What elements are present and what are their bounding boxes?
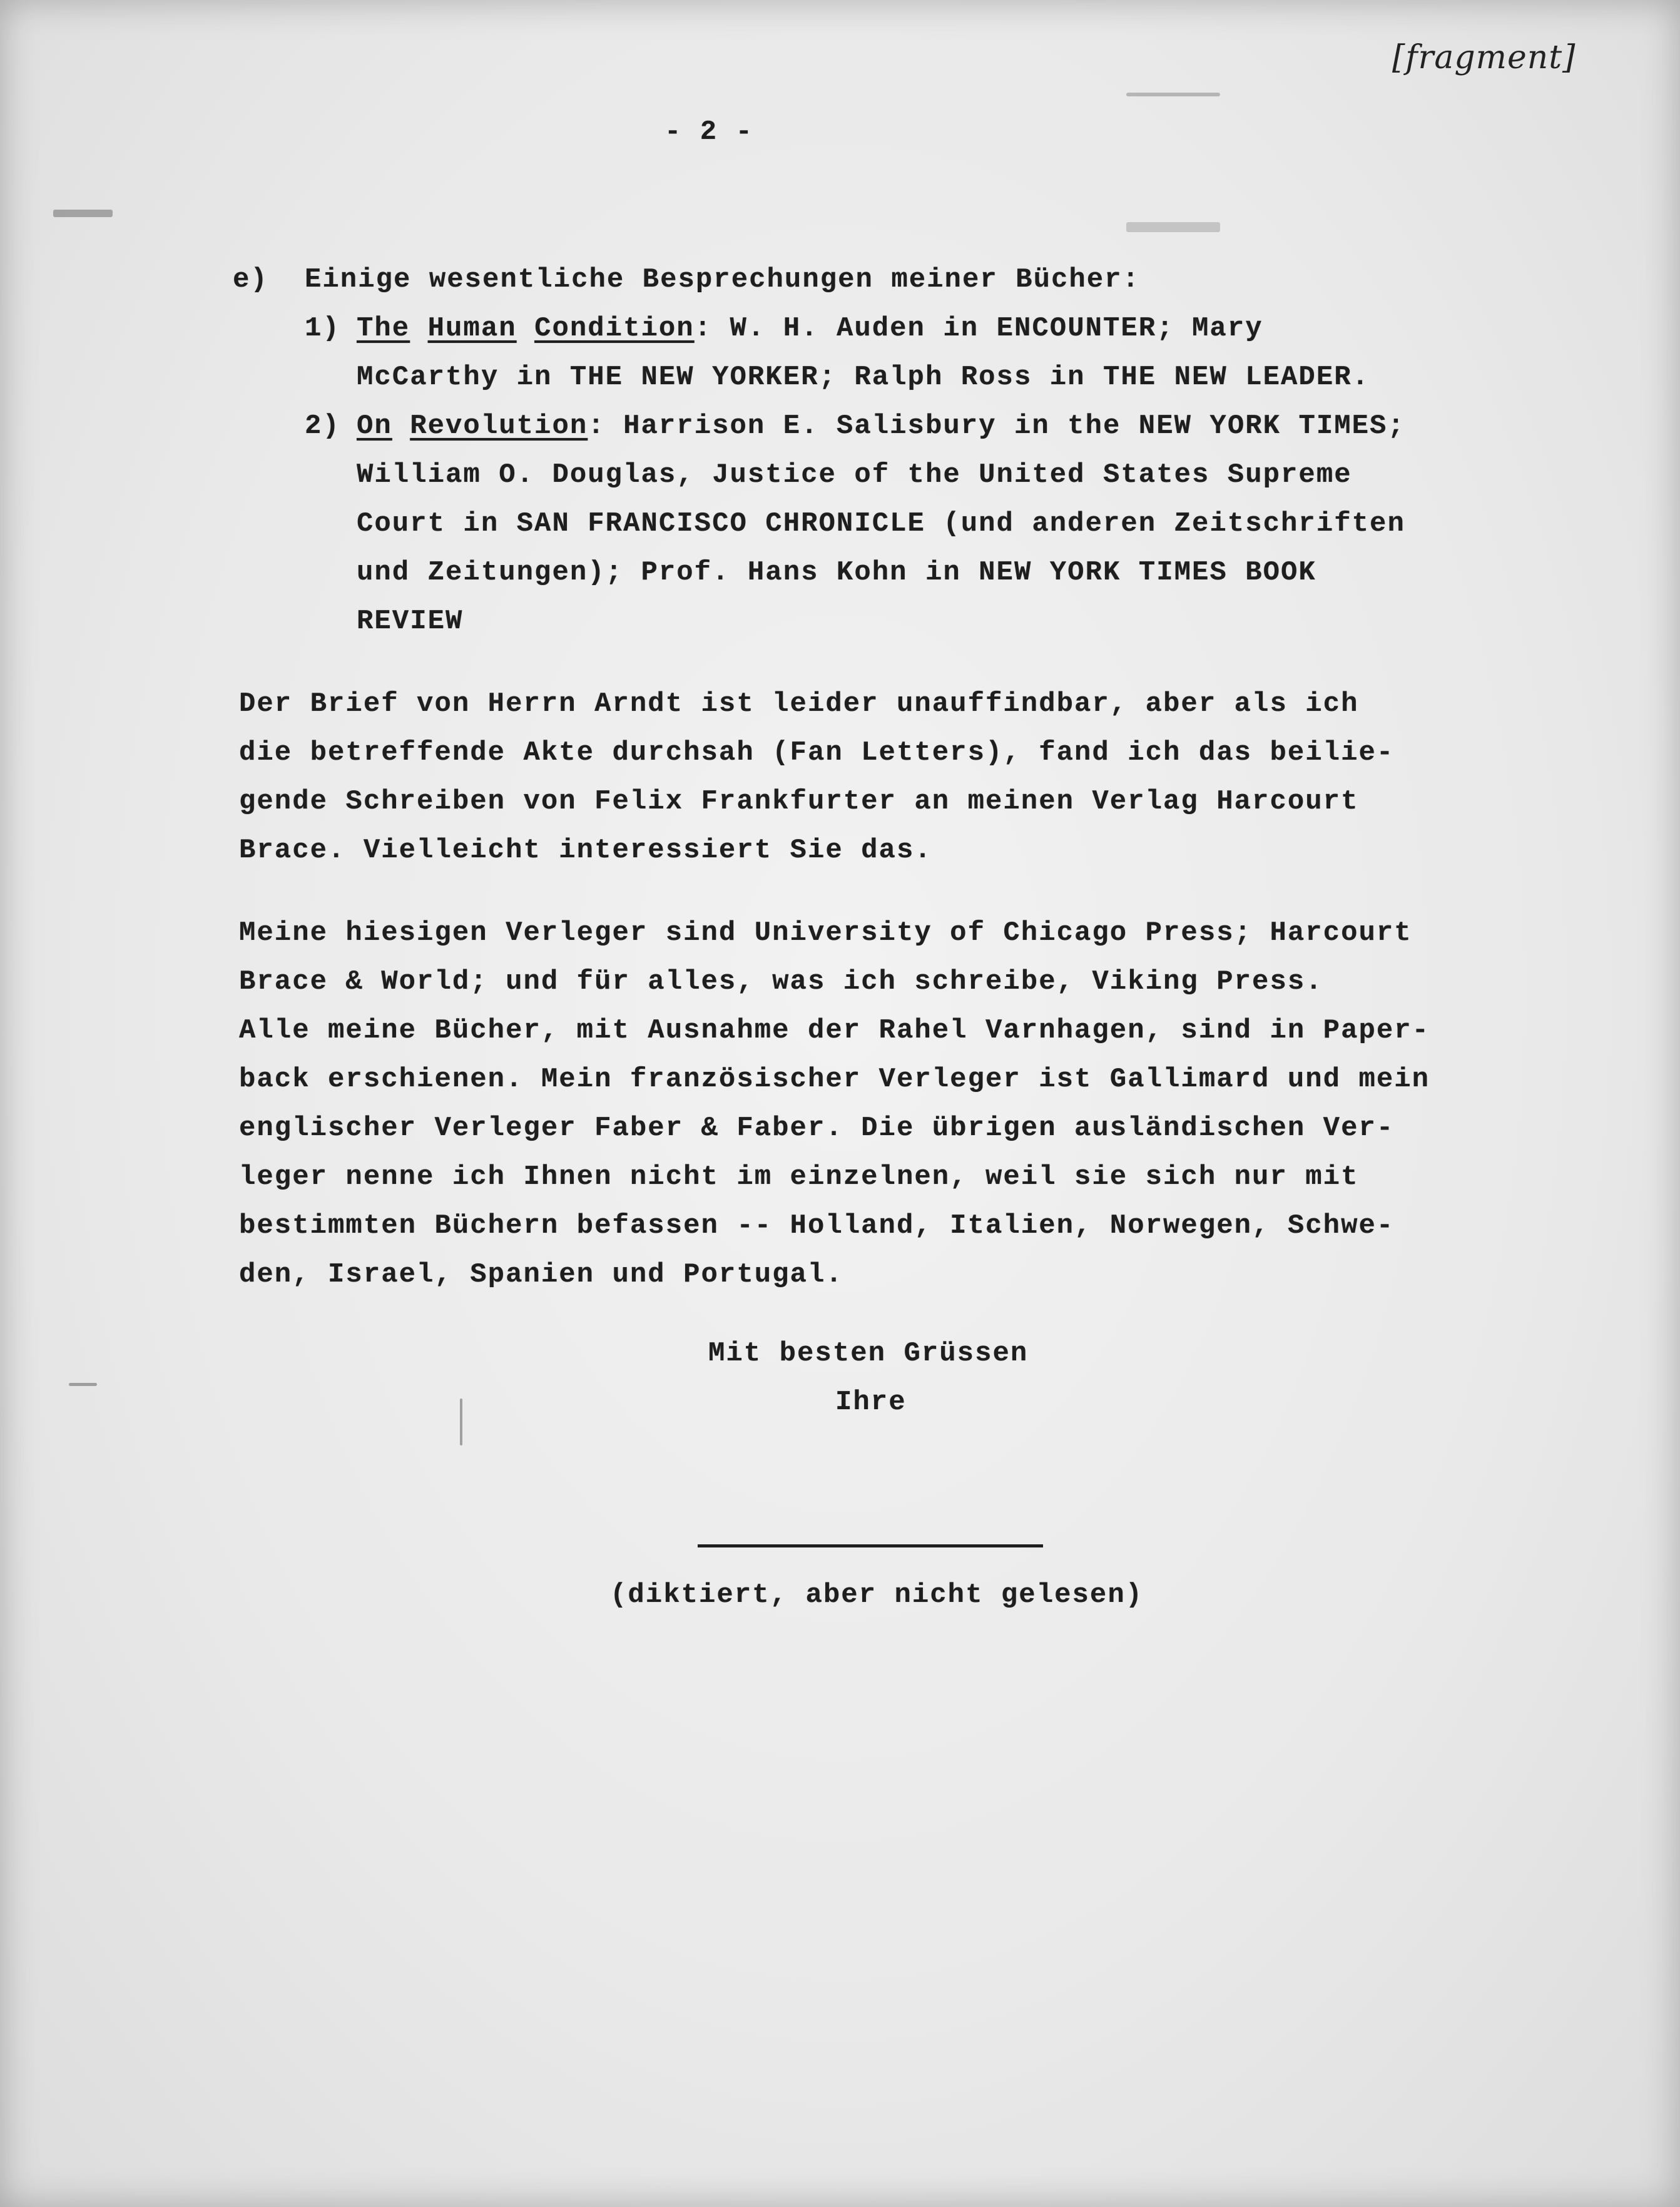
paragraph-line: Brace & World; und für alles, was ich schreibe, Viking Press.: [239, 966, 1323, 997]
review-line: und Zeitungen); Prof. Hans Kohn in NEW YORK TIMES BOOK: [357, 557, 1316, 588]
signature-line: [698, 1544, 1043, 1547]
paragraph-line: gende Schreiben von Felix Frankfurter an meinen Verlag Harcourt: [239, 786, 1359, 817]
scan-mark: [69, 1383, 97, 1386]
review-text: : Harrison E. Salisbury in the NEW YORK TIMES;: [588, 410, 1405, 442]
closing-signoff: Ihre: [835, 1387, 907, 1418]
paragraph-line: leger nenne ich Ihnen nicht im einzelnen, weil sie sich nur mit: [239, 1161, 1359, 1193]
paragraph-line: englischer Verleger Faber & Faber. Die übrigen ausländischen Ver-: [239, 1113, 1395, 1144]
review-line: William O. Douglas, Justice of the United States Supreme: [357, 459, 1352, 491]
paragraph-line: bestimmten Büchern befassen -- Holland, Italien, Norwegen, Schwe-: [239, 1210, 1395, 1241]
book-title-word: Revolution: [410, 410, 588, 442]
book-title-word: Condition: [534, 313, 695, 344]
book-title-word: The: [357, 313, 410, 344]
review-line: McCarthy in THE NEW YORKER; Ralph Ross in THE NEW LEADER.: [357, 362, 1370, 393]
paragraph-line: Der Brief von Herrn Arndt ist leider unauffindbar, aber als ich: [239, 688, 1359, 720]
scan-mark: [53, 210, 113, 217]
scan-mark: [460, 1399, 462, 1445]
item-number: 1): [305, 313, 340, 344]
book-title-word: On: [357, 410, 392, 442]
review-line: [357, 313, 1263, 344]
item-number: 2): [305, 410, 340, 442]
section-heading: Einige wesentliche Besprechungen meiner Bücher:: [305, 264, 1141, 295]
page-number: - 2 -: [664, 116, 754, 148]
review-text: : W. H. Auden in ENCOUNTER; Mary: [694, 313, 1263, 344]
paragraph-line: Alle meine Bücher, mit Ausnahme der Rahel Varnhagen, sind in Paper-: [239, 1015, 1430, 1046]
paragraph-line: den, Israel, Spanien und Portugal.: [239, 1259, 843, 1290]
closing-greeting: Mit besten Grüssen: [708, 1338, 1029, 1369]
book-title-word: Human: [427, 313, 517, 344]
paragraph-line: back erschienen. Mein französischer Verleger ist Gallimard und mein: [239, 1064, 1430, 1095]
dictation-note: (diktiert, aber nicht gelesen): [610, 1579, 1144, 1611]
paragraph-line: die betreffende Akte durchsah (Fan Letters), fand ich das beilie-: [239, 737, 1395, 768]
review-line: Court in SAN FRANCISCO CHRONICLE (und anderen Zeitschriften: [357, 508, 1405, 539]
paragraph-line: Brace. Vielleicht interessiert Sie das.: [239, 835, 932, 866]
scan-mark: [1126, 222, 1220, 232]
section-marker: e): [233, 264, 268, 295]
paragraph-line: Meine hiesigen Verleger sind University of Chicago Press; Harcourt: [239, 917, 1412, 949]
archive-note: [fragment]: [1392, 39, 1576, 76]
review-line: REVIEW: [357, 606, 464, 637]
review-line: [357, 410, 1405, 442]
scan-mark: [1126, 93, 1220, 96]
